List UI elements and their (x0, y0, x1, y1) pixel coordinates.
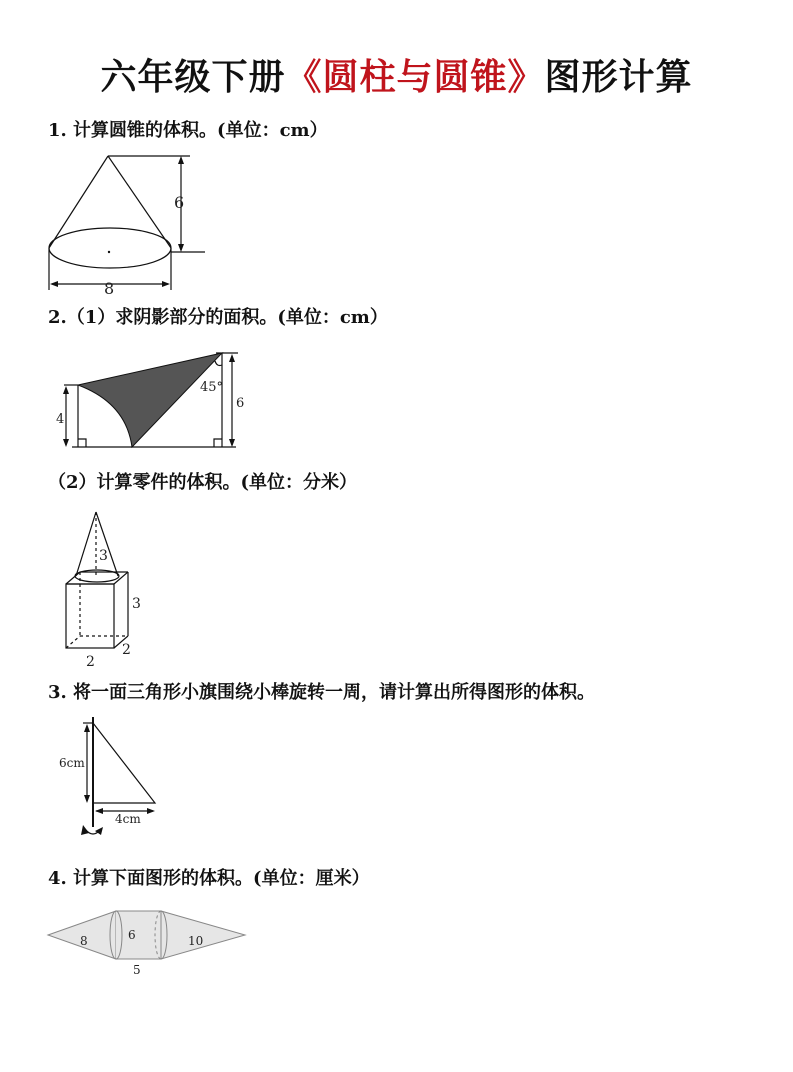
cone-height-label: 6 (174, 193, 185, 212)
flag-figure (55, 715, 175, 850)
middle-length-label: 6 (128, 928, 136, 942)
left-length-label: 8 (80, 934, 88, 948)
question-2-1: 2.（1）求阴影部分的面积。(单位：cm） (48, 307, 388, 328)
part-width: 2 (86, 654, 95, 670)
flag-triangle (93, 723, 155, 803)
part-figure (52, 508, 152, 670)
cone-right-edge (108, 156, 171, 248)
cone-figure (40, 148, 220, 298)
question-2-2: （2）计算零件的体积。(单位：分米） (48, 472, 358, 493)
cone-diameter-label: 8 (104, 279, 115, 298)
title-suffix: 图形计算 (544, 57, 693, 98)
part-depth: 2 (122, 642, 131, 658)
left-height-label: 4 (56, 412, 65, 427)
part-cone-height: 3 (99, 548, 108, 564)
question-4: 4. 计算下面图形的体积。(单位：厘米） (48, 868, 370, 889)
right-length-label: 10 (188, 934, 204, 948)
angle-label: 45° (200, 380, 224, 395)
title-prefix: 六年级下册 (100, 57, 286, 98)
diameter-label: 5 (133, 963, 141, 977)
cone-base (49, 228, 171, 268)
flag-base-label: 4cm (115, 812, 141, 826)
double-cone-figure (44, 903, 254, 983)
shaded-figure (50, 345, 250, 455)
cone-left-edge (49, 156, 108, 248)
shaded-region (78, 353, 222, 447)
question-3: 3. 将一面三角形小旗围绕小棒旋转一周，请计算出所得图形的体积。 (48, 682, 596, 703)
page-title (0, 52, 793, 104)
flag-height-label: 6cm (59, 756, 85, 770)
question-1: 1. 计算圆锥的体积。(单位：cm） (48, 120, 328, 141)
part-box-height: 3 (132, 596, 141, 612)
title-highlight: 《圆柱与圆锥》 (285, 57, 545, 98)
right-height-label: 6 (236, 396, 245, 411)
